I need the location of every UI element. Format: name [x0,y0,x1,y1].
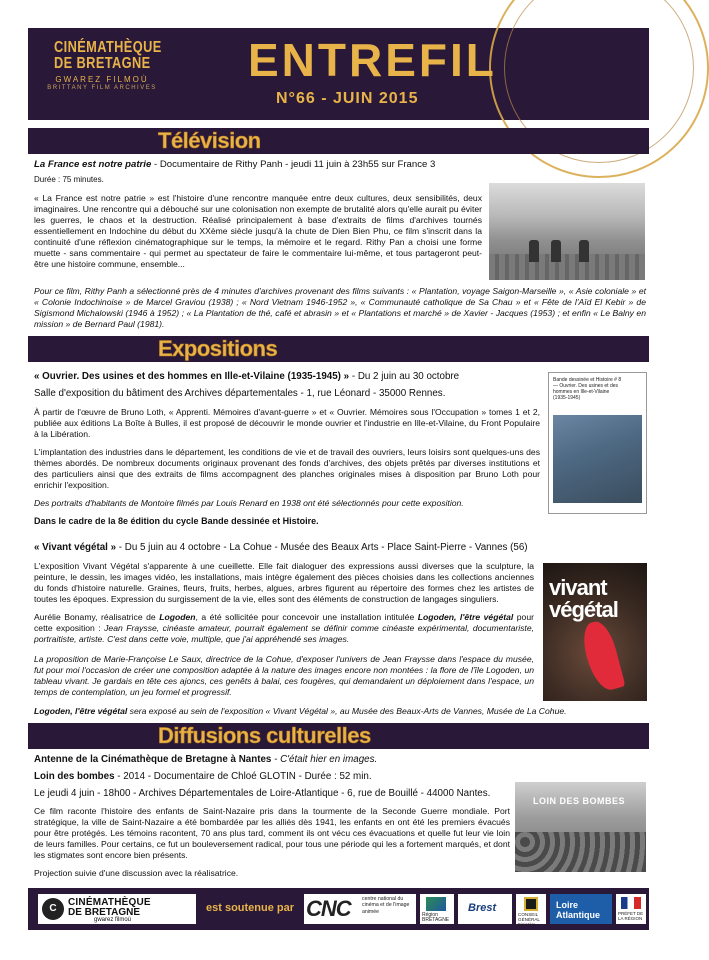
expo1-location: Salle d'exposition du bâtiment des Archives départementales - 1, rue Léonard - 35000 Rennes. [34,388,446,399]
expo-dates: - Du 2 juin au 30 octobre [349,371,460,382]
tv-duration: Durée : 75 minutes. [34,175,104,184]
french-flag-icon [621,897,641,909]
expo2-paragraph-1: L'exposition Vivant Végétal s'apparente à une cueillette. Elle fait dialoguer des expressions aussi diverses que la sculpture, la peinture, le dessin, les images vidéo, les installations, mais intègre également des pièces choisies dans les collections anciennes du fonds d'histoire naturelle. Graines, fleurs, fruits, herbes, algues, arbres figurent au répertoire des formes chez les artistes de toutes les époques. Expression du surgissement de la vie, elles sont des éléments de construction de langages singuliers. [34,561,534,604]
photo-title: LOIN DES BOMBES [533,796,626,806]
brest-logo[interactable]: Brest [458,894,512,924]
expo2-paragraph-2: Aurélie Bonamy, réalisatrice de Logoden, a été sollicitée pour concevoir une installation intitulée Logoden, l'être végétal pour cette exposition : Jean Fraysse, cinéaste amateur, pourrait également se définir comme cinéaste expérimental, documentariste, portraitiste, artiste. C'est dans cette voie, multiple, que j'ai appréhendé ses images. [34,612,534,644]
antenne-line: Antenne de la Cinémathèque de Bretagne à Nantes - C'était hier en images. [34,754,378,765]
prefet-logo[interactable]: PRÉFET DE LA RÉGION [616,894,646,924]
expo2-paragraph-3: La proposition de Marie-Françoise Le Saux, directrice de la Cohue, d'exposer l'univers de Jean Fraysse dans l'espace du musée, fut pour moi l'occasion de créer une composition adaptée à la nature des images encore non montées : la flore de l'île Logoden, un tableau vivant. Je gardais en tête ces ajoncs, ces genêts à balai, ces fougères, qui demandaient un déploiement dans l'espace, un temps de contemplation, un jeu formel et progressif. [34,654,534,697]
loire-atlantique-logo[interactable]: Loire Atlantique [550,894,612,924]
finistere-logo[interactable]: CONSEIL GÉNÉRAL Finistère [516,894,546,924]
expo2-headline [34,542,646,553]
shield-icon [524,897,538,911]
expo1-paragraph-1: À partir de l'œuvre de Bruno Loth, « Apprenti. Mémoires d'avant-guerre » et « Ouvrier. Mémoires sous l'Occupation » tomes 1 et 2, publiée aux éditions La Boîte à Bulles, il est proposé de découvrir le monde ouvrier et l'industrie en Ille-et-Vilaine, du Front Populaire à la Libération. [34,407,540,439]
expo-dates: - Du 5 juin au 4 octobre - La Cohue - Musée des Beaux Arts - Place Saint-Pierre - Vannes (56) [116,542,528,553]
masthead [28,28,649,120]
section-banner-television [28,128,649,154]
projection-note: Projection suivie d'une discussion avec la réalisatrice. [34,868,239,878]
expo1-paragraph-2: L'implantation des industries dans le département, les conditions de vie et de travail des ouvriers, leurs loisirs sont quelques-uns des thèmes abordés. De nombreux documents originaux provenant des fonds d'archives, des objets prêtés par diverses institutions et des particuliers ainsi que des extraits de films accompagnent des planches originales mises à disposition par Bruno Loth pour enrichir l'exposition. [34,447,540,490]
bd-book-cover [548,372,647,514]
poster-title-1: vivant [549,575,607,600]
vivant-vegetal-poster [543,563,647,701]
section-title: Expositions [158,336,278,361]
issue-number: N°66 - JUIN 2015 [276,90,419,107]
expo-title[interactable]: « Ouvrier. Des usines et des hommes en Ille-et-Vilaine (1935-1945) » [34,371,350,382]
expo1-paragraph-3: Des portraits d'habitants de Montoire filmés par Louis Renard en 1938 ont été sélectionnés pour cette exposition. [34,498,464,508]
cnc-logo[interactable]: CNC centre national du cinéma et de l'image animée [304,894,416,924]
cinematheque-logo[interactable] [42,40,162,91]
tv-archives-note: Pour ce film, Rithy Panh a sélectionné près de 4 minutes d'archives provenant des films suivants : « Plantation, voyage Saigon-Marseille », « Asie coloniale » et « Colonie Indochinoise » de Marcel Graviou (1938) ; « Nord Vietnam 1946-1952 », « Communauté catholique de Sa Chau » et « Fête de l'Aïd El Kebir » de Sigismond Michalowski (1946 à 1952) ; « La Plantation de thé, café et abrasin » et « Plantations et marché » de Xavier - Jacques (1953) ; et enfin « Le Balny en mission » de Bernard Paul (1981). [34,286,646,329]
section-title: Diffusions culturelles [158,723,371,748]
film-line: Loin des bombes - 2014 - Documentaire de Chloé GLOTIN - Durée : 52 min. [34,771,372,782]
film-description: Ce film raconte l'histoire des enfants de Saint-Nazaire pris dans la tourmente de la Seconde Guerre mondiale. Port stratégique, la ville de Saint-Nazaire a été bombardée par les alliés dès 1941, les enfants en ont été les premiers évacués pour être protégés. Les témoins racontent, 70 ans plus tard, comment ils ont vécu ces évacuations et quelle fut leur vie loin de leurs familles. Pour certains, ce fut un bouleversement radical, pour tous une période qui les a fortement marqués, et dont les stigmates sont encore bien présents. [34,806,510,860]
cinematheque-mark-icon: C [42,898,64,920]
tv-archive-photo [489,183,645,280]
tv-headline [34,159,634,170]
section-title: Télévision [158,128,261,153]
expo-title[interactable]: « Vivant végétal » [34,542,117,553]
sponsors-footer [28,888,649,930]
expo2-closing: Logoden, l'être végétal sera exposé au sein de l'exposition « Vivant Végétal », au Musée des Beaux-Arts de Vannes, Musée de La Cohue. [34,706,567,716]
expo1-headline [34,371,544,382]
screening-date: Le jeudi 4 juin - 18h00 - Archives Départementales de Loire-Atlantique - 6, rue de Bouillé - 44000 Nantes. [34,788,491,799]
expo1-cycle: Dans le cadre de la 8e édition du cycle Bande dessinée et Histoire. [34,516,319,526]
red-plant-sculpture [578,618,625,693]
cover-text: Bande dessinée et Histoire # 8 — Ouvrier. Des usines et des hommes en Ille-et-Vilaine (1935-1945) [553,377,622,401]
newsletter-title: ENTREFIL [248,34,497,86]
logo-line-4: BRITTANY FILM ARCHIVES [47,85,157,91]
cinematheque-footer-logo[interactable]: C CINÉMATHÈQUE DE BRETAGNE gwarez filmoù [38,894,196,924]
region-bretagne-logo[interactable]: Région BRETAGNE [420,894,454,924]
supported-by-label: est soutenue par [206,902,295,914]
tv-description: « La France est notre patrie » est l'histoire d'une rencontre manquée entre deux cultures, deux sensibilités, deux imaginaires. Une rencontre qui a débouché sur une colonisation non exempte de brutalité alors qu'elle aurait pu éviter les guerres, le chaos et la destruction. Réalisé principalement à base d'extraits de films d'archives tournés essentiellement en Indochine du début du XXème siècle jusqu'à la chute de Dien Bien Phu, ce film s'inscrit dans la continuité d'une réflexion cinématographique sur le temps, la mémoire et le regard. Rithy Pan a choisi une forme muette - sans commentaire - qui permet au spectateur de faire le commentaire lui-même, et tous partageront peut-être une histoire commune, ensemble... [34,193,482,269]
logo-line-3: GWAREZ FILMOÙ [55,75,149,84]
section-banner-expositions [28,336,649,362]
poster-title-2: végétal [549,597,618,622]
film-title[interactable]: Loin des bombes [34,771,115,782]
film-title[interactable]: La France est notre patrie [34,159,152,170]
region-icon [426,897,446,911]
section-banner-diffusions [28,723,649,749]
film-meta: - Documentaire de Rithy Panh - jeudi 11 juin à 23h55 sur France 3 [151,159,436,170]
loin-des-bombes-photo [515,782,646,872]
logo-line-1: CINÉMATHÈQUE [54,39,162,56]
logo-line-2: DE BRETAGNE [54,55,151,72]
